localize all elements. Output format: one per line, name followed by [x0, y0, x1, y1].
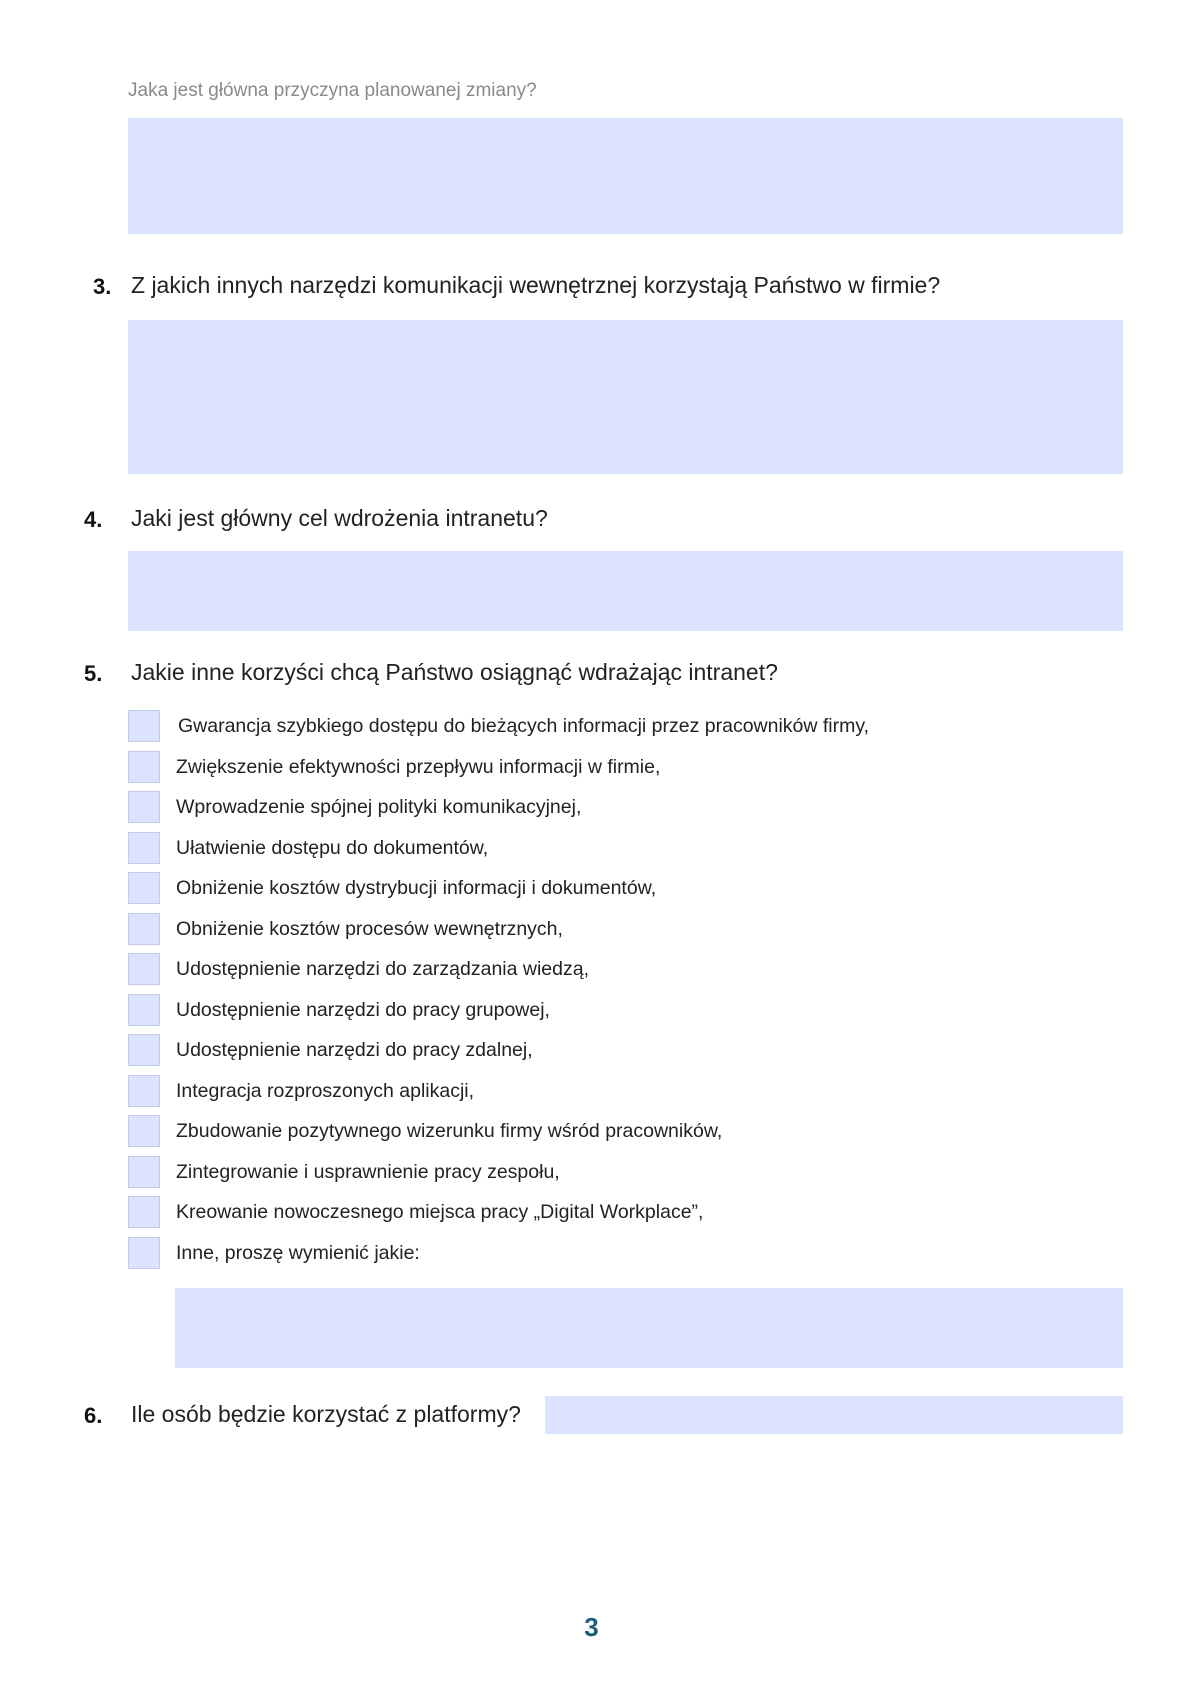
- option-row[interactable]: [128, 1236, 420, 1270]
- checkbox[interactable]: [128, 1034, 160, 1066]
- option-row[interactable]: [128, 1114, 722, 1148]
- question-3-text: Z jakich innych narzędzi komunikacji wewnętrznej korzystają Państwo w firmie?: [131, 272, 941, 298]
- checkbox[interactable]: [128, 913, 160, 945]
- sub-question-label: Jaka jest główna przyczyna planowanej zmiany?: [128, 80, 537, 101]
- page-number: 3: [584, 1612, 599, 1642]
- question-4-number: 4.: [84, 507, 103, 532]
- checkbox[interactable]: [128, 832, 160, 864]
- option-row[interactable]: [128, 871, 656, 905]
- checkbox[interactable]: [128, 1075, 160, 1107]
- option-label: Zbudowanie pozytywnego wizerunku firmy wśród pracowników,: [176, 1119, 723, 1142]
- option-row[interactable]: [128, 1195, 703, 1229]
- option-row[interactable]: [128, 952, 589, 986]
- question-4-text: Jaki jest główny cel wdrożenia intranetu?: [131, 505, 548, 531]
- option-label: Zintegrowanie i usprawnienie pracy zespołu,: [176, 1160, 560, 1183]
- option-label: Udostępnienie narzędzi do pracy grupowej,: [176, 998, 550, 1021]
- option-label: Zwiększenie efektywności przepływu informacji w firmie,: [176, 755, 661, 778]
- option-label: Inne, proszę wymienić jakie:: [176, 1241, 420, 1264]
- checkbox[interactable]: [128, 994, 160, 1026]
- tools-textarea[interactable]: [128, 320, 1123, 474]
- option-label: Kreowanie nowoczesnego miejsca pracy „Digital Workplace”,: [176, 1200, 704, 1223]
- option-row[interactable]: [128, 912, 563, 946]
- question-5-number: 5.: [84, 661, 103, 686]
- question-5-text: Jakie inne korzyści chcą Państwo osiągnąć wdrażając intranet?: [131, 659, 778, 685]
- checkbox[interactable]: [128, 791, 160, 823]
- option-label: Obniżenie kosztów procesów wewnętrznych,: [176, 917, 563, 940]
- question-6-number: 6.: [84, 1403, 103, 1428]
- question-6-text: Ile osób będzie korzystać z platformy?: [131, 1401, 521, 1427]
- question-3-number: 3.: [93, 274, 112, 299]
- option-row[interactable]: [128, 1033, 533, 1067]
- option-row[interactable]: [128, 709, 869, 743]
- checkbox[interactable]: [128, 710, 160, 742]
- checkbox[interactable]: [128, 953, 160, 985]
- option-label: Udostępnienie narzędzi do zarządzania wiedzą,: [176, 957, 590, 980]
- option-row[interactable]: [128, 993, 550, 1027]
- option-row[interactable]: [128, 1155, 560, 1189]
- option-row[interactable]: [128, 1074, 474, 1108]
- option-label: Ułatwienie dostępu do dokumentów,: [176, 836, 489, 859]
- checkbox[interactable]: [128, 872, 160, 904]
- option-label: Integracja rozproszonych aplikacji,: [176, 1079, 475, 1102]
- reason-textarea[interactable]: [128, 118, 1123, 234]
- option-row[interactable]: [128, 750, 660, 784]
- checkbox[interactable]: [128, 751, 160, 783]
- checkbox[interactable]: [128, 1196, 160, 1228]
- checkbox[interactable]: [128, 1156, 160, 1188]
- option-label: Wprowadzenie spójnej polityki komunikacyjnej,: [176, 795, 582, 818]
- other-benefits-textarea[interactable]: [175, 1288, 1123, 1368]
- option-label: Gwarancja szybkiego dostępu do bieżących informacji przez pracowników firmy,: [178, 714, 870, 737]
- option-label: Obniżenie kosztów dystrybucji informacji i dokumentów,: [176, 876, 657, 899]
- goal-textarea[interactable]: [128, 551, 1123, 631]
- checkbox[interactable]: [128, 1115, 160, 1147]
- option-row[interactable]: [128, 831, 488, 865]
- option-label: Udostępnienie narzędzi do pracy zdalnej,: [176, 1038, 533, 1061]
- option-row[interactable]: [128, 790, 581, 824]
- users-count-input[interactable]: [545, 1396, 1123, 1434]
- checkbox[interactable]: [128, 1237, 160, 1269]
